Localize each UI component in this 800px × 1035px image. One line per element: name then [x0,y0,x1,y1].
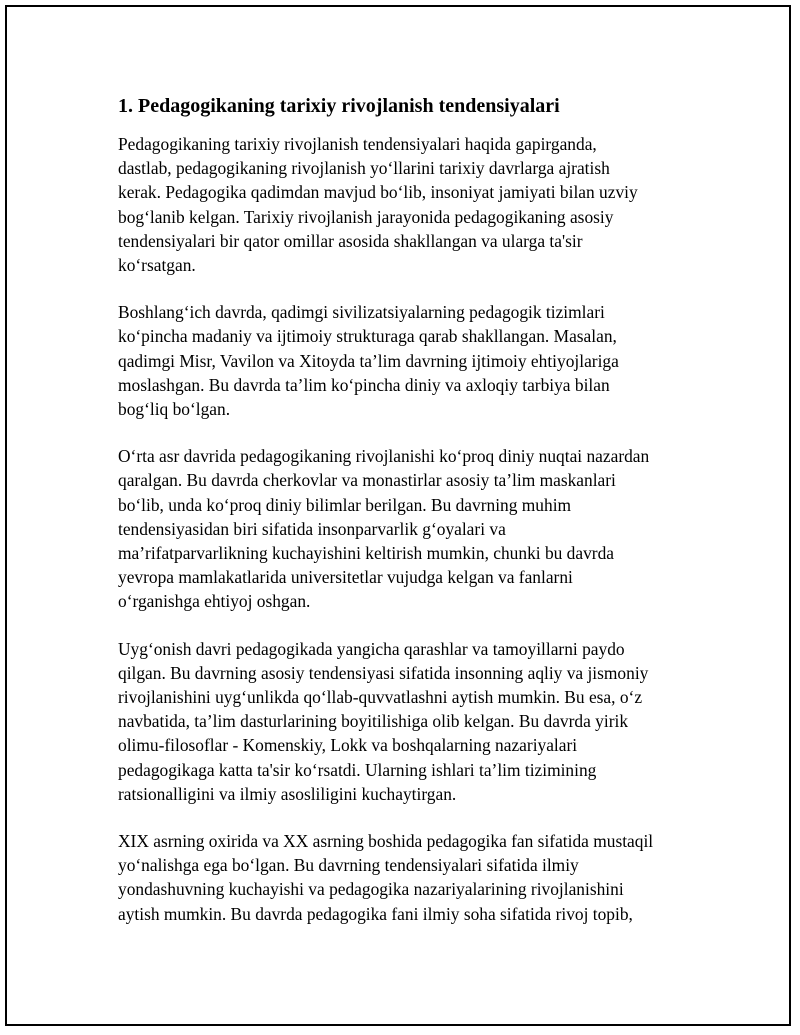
text-line: tendensiyalari bir qator omillar asosida shakllangan va ularga ta'sir [118,230,583,251]
paragraph-2 [118,300,690,421]
text-line: ko‘pincha madaniy va ijtimoiy strukturaga qarab shakllangan. Masalan, [118,326,617,347]
text-line: pedagogikaga katta ta'sir ko‘rsatdi. Ularning ishlari ta’lim tizimining [118,759,597,780]
text-line: olimu-filosoflar - Komenskiy, Lokk va boshqalarning nazariyalari [118,735,578,756]
text-line: navbatida, ta’lim dasturlarining boyitilishiga olib kelgan. Bu davrda yirik [118,711,629,732]
text-line: Pedagogikaning tarixiy rivojlanish tendensiyalari haqida gapirganda, [118,134,597,154]
text-line: o‘rganishga ehtiyoj oshgan. [118,591,311,612]
text-line: Uyg‘onish davri pedagogikada yangicha qarashlar va tamoyillarni paydo [118,638,625,659]
text-line: bog‘liq bo‘lgan. [118,399,231,420]
text-line: ratsionalligini va ilmiy asosliligini kuchaytirgan. [118,783,457,804]
text-line: qadimgi Misr, Vavilon va Xitoyda ta’lim davrning ijtimoiy ehtiyojlariga [118,350,619,371]
text-line: yevropa mamlakatlarida universitetlar vujudga kelgan va fanlarni [118,567,573,588]
text-line: yo‘nalishga ega bo‘lgan. Bu davrning tendensiyalari sifatida ilmiy [118,855,579,876]
text-line: Boshlang‘ich davrda, qadimgi sivilizatsiyalarning pedagogik tizimlari [118,302,605,323]
paragraph-5 [118,829,690,926]
text-line: bog‘lanib kelgan. Tarixiy rivojlanish jarayonida pedagogikaning asosiy [118,206,614,227]
text-line: ma’rifatparvarlikning kuchayishini keltirish mumkin, chunki bu davrda [118,543,614,564]
text-line: dastlab, pedagogikaning rivojlanish yo‘llarini tarixiy davrlarga ajratish [118,158,610,179]
text-line: moslashgan. Bu davrda ta’lim ko‘pincha diniy va axloqiy tarbiya bilan [118,374,610,395]
paragraph-4 [118,637,690,806]
text-line: kerak. Pedagogika qadimdan mavjud bo‘lib, insoniyat jamiyati bilan uzviy [118,182,638,203]
text-line: tendensiyasidan biri sifatida insonparvarlik g‘oyalari va [118,518,506,539]
text-line: XIX asrning oxirida va XX asrning boshida pedagogika fan sifatida mustaqil [118,831,654,852]
paragraph-1 [118,132,690,277]
text-line: ko‘rsatgan. [118,255,196,276]
text-line: aytish mumkin. Bu davrda pedagogika fani ilmiy soha sifatida rivoj topib, [118,903,633,924]
document-body [118,93,690,949]
paragraph-3 [118,444,690,613]
text-line: yondashuvning kuchayishi va pedagogika nazariyalarining rivojlanishini [118,879,624,900]
section-heading: 1. Pedagogikaning tarixiy rivojlanish tendensiyalari [118,95,560,117]
text-line: O‘rta asr davrida pedagogikaning rivojlanishi ko‘proq diniy nuqtai nazardan [118,446,650,467]
text-line: bo‘lib, unda ko‘proq diniy bilimlar berilgan. Bu davrning muhim [118,494,572,515]
text-line: rivojlanishini uyg‘unlikda qo‘llab-quvvatlashni aytish mumkin. Bu esa, o‘z [118,687,643,708]
text-line: qaralgan. Bu davrda cherkovlar va monastirlar asosiy ta’lim maskanlari [118,470,616,491]
text-line: qilgan. Bu davrning asosiy tendensiyasi sifatida insonning aqliy va jismoniy [118,662,649,683]
